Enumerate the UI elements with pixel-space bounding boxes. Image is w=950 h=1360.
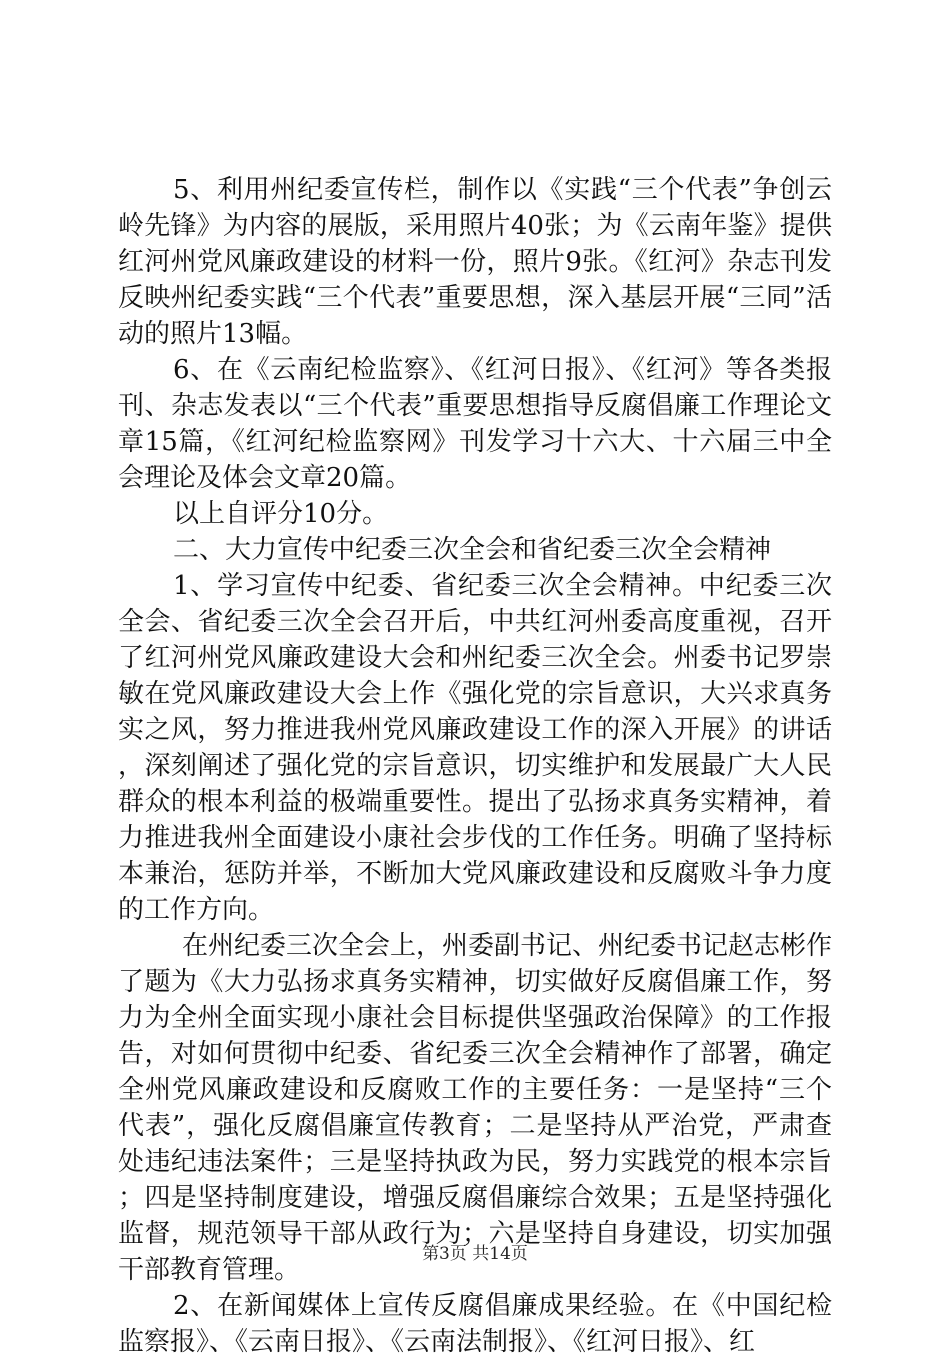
paragraph-item-1: 1、学习宣传中纪委、省纪委三次全会精神。中纪委三次全会、省纪委三次全会召开后，中共红河州委高度重视，召开了红河州党风廉政建设大会和州纪委三次全会。州委书记罗崇敏在党风廉政建设大会上作《强化党的宗旨意识，大兴求真务实之风，努力推进我州党风廉政建设工作的深入开展》的讲话，深刻阐述了强化党的宗旨意识，切实维护和发展最广大人民群众的根本利益的极端重要性。提出了弘扬求真务实精神，着力推进我州全面建设小康社会步伐的工作任务。明确了坚持标本兼治，惩防并举，不断加大党风廉政建设和反腐败斗争力度的工作方向。 [118,571,832,925]
section-heading-2: 二、大力宣传中纪委三次全会和省纪委三次全会精神 [173,535,772,565]
paragraph-item-6: 6、在《云南纪检监察》、《红河日报》、《红河》等各类报刊、杂志发表以“三个代表”重要思想指导反腐倡廉工作理论文章15篇，《红河纪检监察网》刊发学习十六大、十六届三中全会理论及体会文章20篇。 [118,355,832,493]
page-number-footer: 第3页 共14页 [422,1244,528,1264]
document-body [118,172,832,1360]
paragraph-item-2: 2、在新闻媒体上宣传反腐倡廉成果经验。在《中国纪检监察报》、《云南日报》、《云南法制报》、《红河日报》、红 [118,1291,832,1357]
self-score-line: 以上自评分10分。 [173,499,389,529]
paragraph-item-5: 5、利用州纪委宣传栏，制作以《实践“三个代表”争创云岭先锋》为内容的展版，采用照片40张；为《云南年鉴》提供红河州党风廉政建设的材料一份，照片9张。《红河》杂志刊发反映州纪委实践“三个代表”重要思想，深入基层开展“三同”活动的照片13幅。 [118,175,832,349]
paragraph-plenary-report: 在州纪委三次全会上，州委副书记、州纪委书记赵志彬作了题为《大力弘扬求真务实精神，切实做好反腐倡廉工作，努力为全州全面实现小康社会目标提供坚强政治保障》的工作报告，对如何贯彻中纪委、省纪委三次全会精神作了部署，确定全州党风廉政建设和反腐败工作的主要任务：一是坚持“三个代表”，强化反腐倡廉宣传教育；二是坚持从严治党，严肃查处违纪违法案件；三是坚持执政为民，努力实践党的根本宗旨；四是坚持制度建设，增强反腐倡廉综合效果；五是坚持强化监督，规范领导干部从政行为；六是坚持自身建设，切实加强干部教育管理。 [118,931,833,1285]
